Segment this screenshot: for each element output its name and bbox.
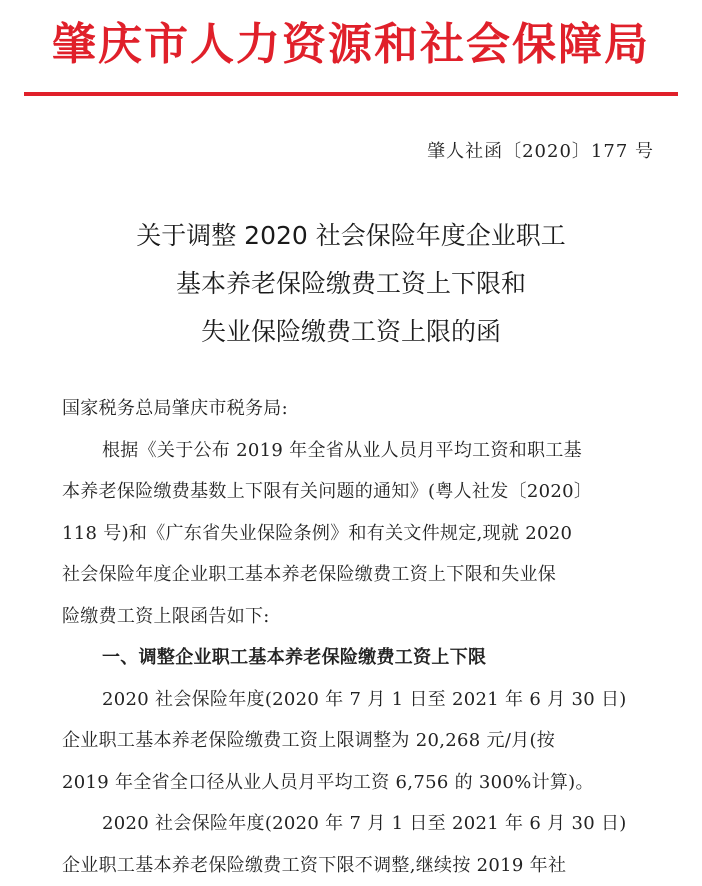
paragraph-line: 118 号)和《广东省失业保险条例》和有关文件规定,现就 2020 — [62, 513, 662, 555]
paragraph-line: 2020 社会保险年度(2020 年 7 月 1 日至 2021 年 6 月 30 日) — [62, 679, 662, 721]
paragraph-line: 根据《关于公布 2019 年全省从业人员月平均工资和职工基 — [62, 430, 662, 472]
title-line: 关于调整 2020 社会保险年度企业职工 — [0, 212, 702, 260]
paragraph-line: 本养老保险缴费基数上下限有关问题的通知》(粤人社发〔2020〕 — [62, 471, 662, 513]
section-heading: 一、调整企业职工基本养老保险缴费工资上下限 — [62, 637, 662, 679]
addressee: 国家税务总局肇庆市税务局: — [62, 388, 662, 430]
paragraph-line: 企业职工基本养老保险缴费工资下限不调整,继续按 2019 年社 — [62, 845, 662, 886]
letterhead-rule — [24, 92, 678, 96]
letterhead-title: 肇庆市人力资源和社会保障局 — [0, 8, 702, 72]
title-line: 基本养老保险缴费工资上下限和 — [0, 260, 702, 308]
paragraph-line: 2020 社会保险年度(2020 年 7 月 1 日至 2021 年 6 月 30 日) — [62, 803, 662, 845]
paragraph-line: 社会保险年度企业职工基本养老保险缴费工资上下限和失业保 — [62, 554, 662, 596]
document-title — [0, 212, 702, 356]
paragraph-line: 险缴费工资上限函告如下: — [62, 596, 662, 638]
paragraph-line: 2019 年全省全口径从业人员月平均工资 6,756 的 300%计算)。 — [62, 762, 662, 804]
document-number: 肇人社函〔2020〕177 号 — [427, 137, 654, 163]
document-body — [62, 388, 662, 886]
paragraph-line: 企业职工基本养老保险缴费工资上限调整为 20,268 元/月(按 — [62, 720, 662, 762]
title-line: 失业保险缴费工资上限的函 — [0, 308, 702, 356]
